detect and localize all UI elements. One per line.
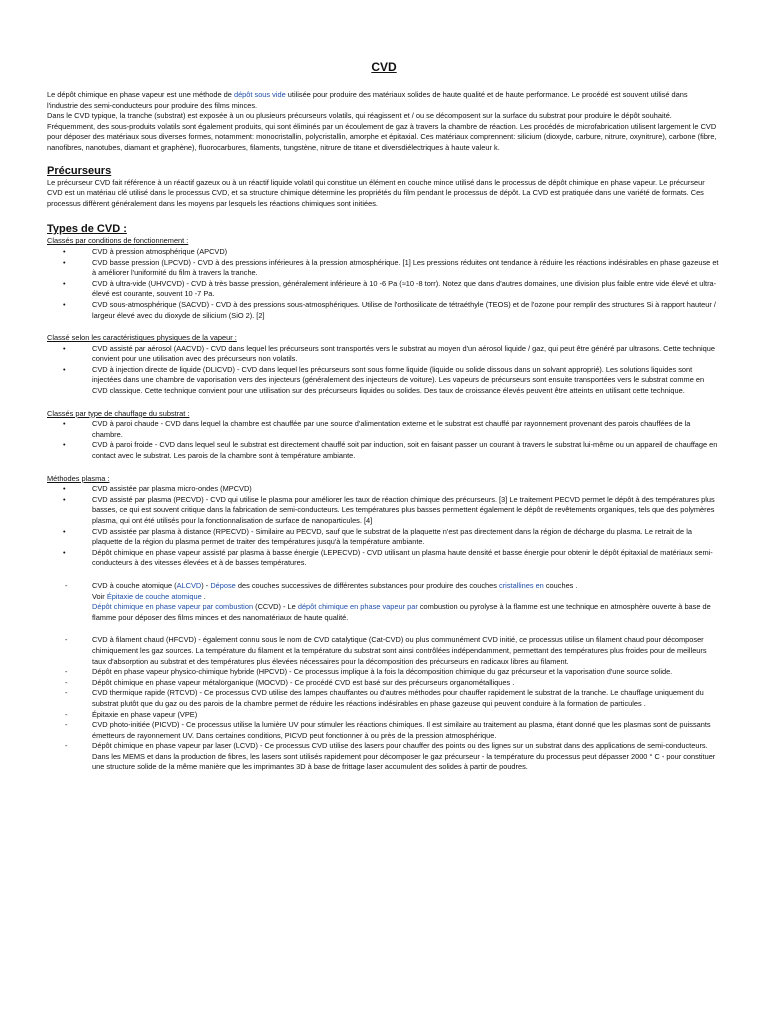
list-item: • CVD assisté par plasma (PECVD) - CVD qui utilise le plasma pour améliorer les taux de réaction chimique des précurseurs. [3] Le traitement PECVD permet le dépôt à des températures plus basses, ce qui est souvent critique dans la fabrication de semi-conducteurs. Les températures plus basses permettent également le dépôt de revêtements organiques, tels que des polymères plasma, qui ont été utilisés pour la fonctionnalisation de surface de nanoparticules. [4] xyxy=(47,495,719,527)
intro-paragraph xyxy=(47,90,719,111)
list-item: • CVD assistée par plasma à distance (RPECVD) - Similaire au PECVD, sauf que le substrat de la plaquette n'est pas directement dans la région de décharge du plasma. Le retrait de la plaquette de la région du plasma permet de traiter des températures jusqu'à la température ambiante. xyxy=(47,527,719,548)
ald-text-post: des couches successives de différentes substances pour produire des couches xyxy=(235,580,500,590)
list-item: • Dépôt chimique en phase vapeur assisté par plasma à basse énergie (LEPECVD) - CVD utilisant un plasma haute densité et basse énergie pour obtenir le dépôt épitaxial de matériaux semi-conducteurs à des vitesses élevées et à de basses températures. xyxy=(47,548,719,569)
list-item: • CVD à paroi froide - CVD dans lequel seul le substrat est directement chauffé soit par induction, soit en faisant passer un courant à travers le substrat lui-même ou un appareil de chauffage en contact avec le substrat. Les parois de la chambre sont à température ambiante. xyxy=(47,440,719,461)
dash-list-ald xyxy=(47,581,719,623)
list-item: - CVD à filament chaud (HFCVD) - également connu sous le nom de CVD catalytique (Cat-CVD) ou plus communément CVD initié, ce processus utilise un filament chaud pour décomposer chimiquement les gaz sources. La température du filament et la température du substrat sont ainsi contrôlées indépendamment, permettant des températures plus froides pour de meilleurs taux d'absorption au substrat et des températures plus élevées nécessaires pour la décomposition des précurseurs en radicaux libres au filament. xyxy=(47,635,719,667)
combustion-text-mid: (CCVD) - Le xyxy=(253,602,298,612)
list-item: - Dépôt chimique en phase vapeur par laser (LCVD) - Ce processus CVD utilise des lasers pour chauffer des points ou des lignes sur un substrat dans des applications de semi-conducteurs. Dans les MEMS et dans la production de fibres, les lasers sont utilisés rapidement pour décomposer le gaz précurseur - la température du processus peut dépasser 2000 ° C - pour constituer une structure solide de la même manière que les imprimantes 3D à base de frittage laser accumulent des solides à partir de poudres. xyxy=(47,741,719,773)
vapour-subheading: Classé selon les caractéristiques physiques de la vapeur : xyxy=(47,333,237,343)
list-item: • CVD assistée par plasma micro-ondes (MPCVD) xyxy=(47,484,719,495)
list-item: - CVD thermique rapide (RTCVD) - Ce processus CVD utilise des lampes chauffantes ou d'autres méthodes pour chauffer rapidement le substrat de la tranche. Le chauffage uniquement du substrat plutôt que du gaz ou des parois de la chambre permet de réduire les réactions indésirables en phase gazeuse qui peuvent conduire à la formation de particules . xyxy=(47,688,719,709)
cvd-link[interactable]: dépôt chimique en phase vapeur par xyxy=(297,602,418,612)
pressure-subheading: Classés par conditions de fonctionnement : xyxy=(47,236,189,246)
ald-dot: . xyxy=(203,591,206,601)
heating-subheading: Classés par type de chauffage du substrat : xyxy=(47,408,190,418)
list-item: • CVD à pression atmosphérique (APCVD) xyxy=(47,247,719,258)
typical-cvd-paragraph: Dans le CVD typique, la tranche (substrat) est exposée à un ou plusieurs précurseurs volatils, qui réagissent et / ou se décomposent sur la surface du substrat pour produire le dépôt souhaité. Fréquemment, des sous-produits volatils sont également produits, qui sont éliminés par un écoulement de gaz à travers la chambre de réaction. Les procédés de microfabrication utilisent largement le CVD pour déposer des matériaux sous diverses formes, notamment: monocristallin, polycristallin, amorphe et épitaxial. Ces matériaux comprennent: silicium (dioxyde, carbure, nitrure, oxynitrure), carbone (fibre, nanofibres, nanotubes, diamant et graphène), fluorocarbures, filaments, tungstène, nitrure de titane et diversdiélectriques à haute valeur k. xyxy=(47,111,717,152)
list-item: - CVD photo-initiée (PICVD) - Ce processus utilise la lumière UV pour stimuler les réactions chimiques. Il est similaire au traitement au plasma, étant donné que les plasmas sont de puissants émetteurs de rayonnement UV. Dans certaines conditions, PICVD peut fonctionner à ou près de la pression atmosphérique. xyxy=(47,720,719,741)
list-item: - Épitaxie en phase vapeur (VPE) xyxy=(47,710,719,721)
document-body xyxy=(47,90,719,773)
list-item: - Dépôt en phase vapeur physico-chimique hybride (HPCVD) - Ce processus implique à la fois la décomposition chimique du gaz précurseur et la vaporisation d'une source solide. xyxy=(47,667,719,678)
list-item: - Dépôt chimique en phase vapeur métalorganique (MOCVD) - Ce procédé CVD est basé sur des précurseurs organométalliques . xyxy=(47,678,719,689)
atomic-layer-epitaxy-link[interactable]: Épitaxie de couche atomique xyxy=(106,591,202,601)
list-item: • CVD à paroi chaude - CVD dans lequel la chambre est chauffée par une source d'alimentation externe et le substrat est chauffé par rayonnement provenant des parois chauffées de la chambre. xyxy=(47,419,719,440)
heating-list xyxy=(47,419,719,461)
crystalline-link[interactable]: cristallines en xyxy=(499,580,544,590)
alcvd-link[interactable]: ALCVD xyxy=(176,580,202,590)
plasma-list xyxy=(47,484,719,569)
plasma-subheading: Méthodes plasma : xyxy=(47,473,110,483)
pressure-list xyxy=(47,247,719,321)
list-item: • CVD à ultra-vide (UHVCVD) - CVD à très basse pression, généralement inférieure à 10 -6 Pa (≈10 -8 torr). Notez que dans d'autres domaines, une division plus faible entre vide élevé et ultra-élevé est courante, souvent 10 -7 Pa. xyxy=(47,279,719,300)
intro-text-end: utilisée pour produire des matériaux solides de haute qualité et de haute performance. Le procédé est souvent utilisé dans l'industrie des semi-conducteurs pour produire des films minces. xyxy=(47,90,688,110)
see-also-label: Voir xyxy=(92,591,105,601)
combustion-text: combustion ou pyrolyse à la flamme est une technique en atmosphère ouverte à base de flamme pour déposer des films minces et des nanomatériaux de haute qualité. xyxy=(92,602,711,622)
vapour-list xyxy=(47,344,719,397)
list-item: • CVD basse pression (LPCVD) - CVD à des pressions inférieures à la pression atmosphérique. [1] Les pressions réduites ont tendance à réduire les réactions indésirables en phase gazeuse et à améliorer l'uniformité du film à travers la tranche. xyxy=(47,258,719,279)
list-item: • CVD assisté par aérosol (AACVD) - CVD dans lequel les précurseurs sont transportés vers le substrat au moyen d'un aérosol liquide / gaz, qui peut être généré par ultrasons. Cette technique convient pour une utilisation avec des précurseurs non volatils. xyxy=(47,344,719,365)
combustion-cvd-link[interactable]: Dépôt chimique en phase vapeur par combustion xyxy=(92,602,254,612)
deposit-link[interactable]: Dépose xyxy=(210,580,236,590)
ald-text: CVD à couche atomique ( xyxy=(92,580,177,590)
list-item: • CVD sous-atmosphérique (SACVD) - CVD à des pressions sous-atmosphériques. Utilise de l'orthosilicate de tétraéthyle (TEOS) et de l'ozone pour remplir des structures Si à rapport hauteur / largeur élevé avec du dioxyde de silicium (SiO 2). [2] xyxy=(47,300,719,321)
page-title: CVD xyxy=(371,60,397,74)
ald-text-mid: ) - xyxy=(201,580,211,590)
dash-list-other xyxy=(47,635,719,773)
intro-text: Le dépôt chimique en phase vapeur est une méthode de xyxy=(47,90,234,99)
precursors-paragraph: Le précurseur CVD fait référence à un réactif gazeux ou à un réactif liquide volatil qui constitue un élément en couche mince utilisé dans le processus de dépôt chimique en phase vapeur. Le précurseur CVD est un matériau clé utilisé dans le processus CVD, et sa structure chimique détermine les propriétés du film pendant le processus de dépôt. La CVD est pratiquée dans une variété de formats. Ces processus diffèrent généralement dans les moyens par lesquels les réactions chimiques sont initiées. xyxy=(47,177,705,208)
precursors-heading: Précurseurs xyxy=(47,164,112,177)
types-heading: Types de CVD : xyxy=(47,223,127,236)
vacuum-deposition-link[interactable]: dépôt sous vide xyxy=(233,90,286,99)
list-item: • CVD à injection directe de liquide (DLICVD) - CVD dans lequel les précurseurs sont sous forme liquide (liquide ou solide dissous dans un solvant approprié). Les solutions liquides sont injectées dans une chambre de vaporisation vers des injecteurs (généralement des injecteurs de voiture). Les vapeurs de précurseurs sont ensuite transportées vers le substrat comme en CVD classique. Cette technique convient pour une utilisation sur des précurseurs liquides ou solides. Des taux de croissance élevés peuvent être atteints en utilisant cette technique. xyxy=(47,365,719,397)
ald-text-end: couches . xyxy=(543,580,578,590)
list-item-ald xyxy=(47,581,719,623)
